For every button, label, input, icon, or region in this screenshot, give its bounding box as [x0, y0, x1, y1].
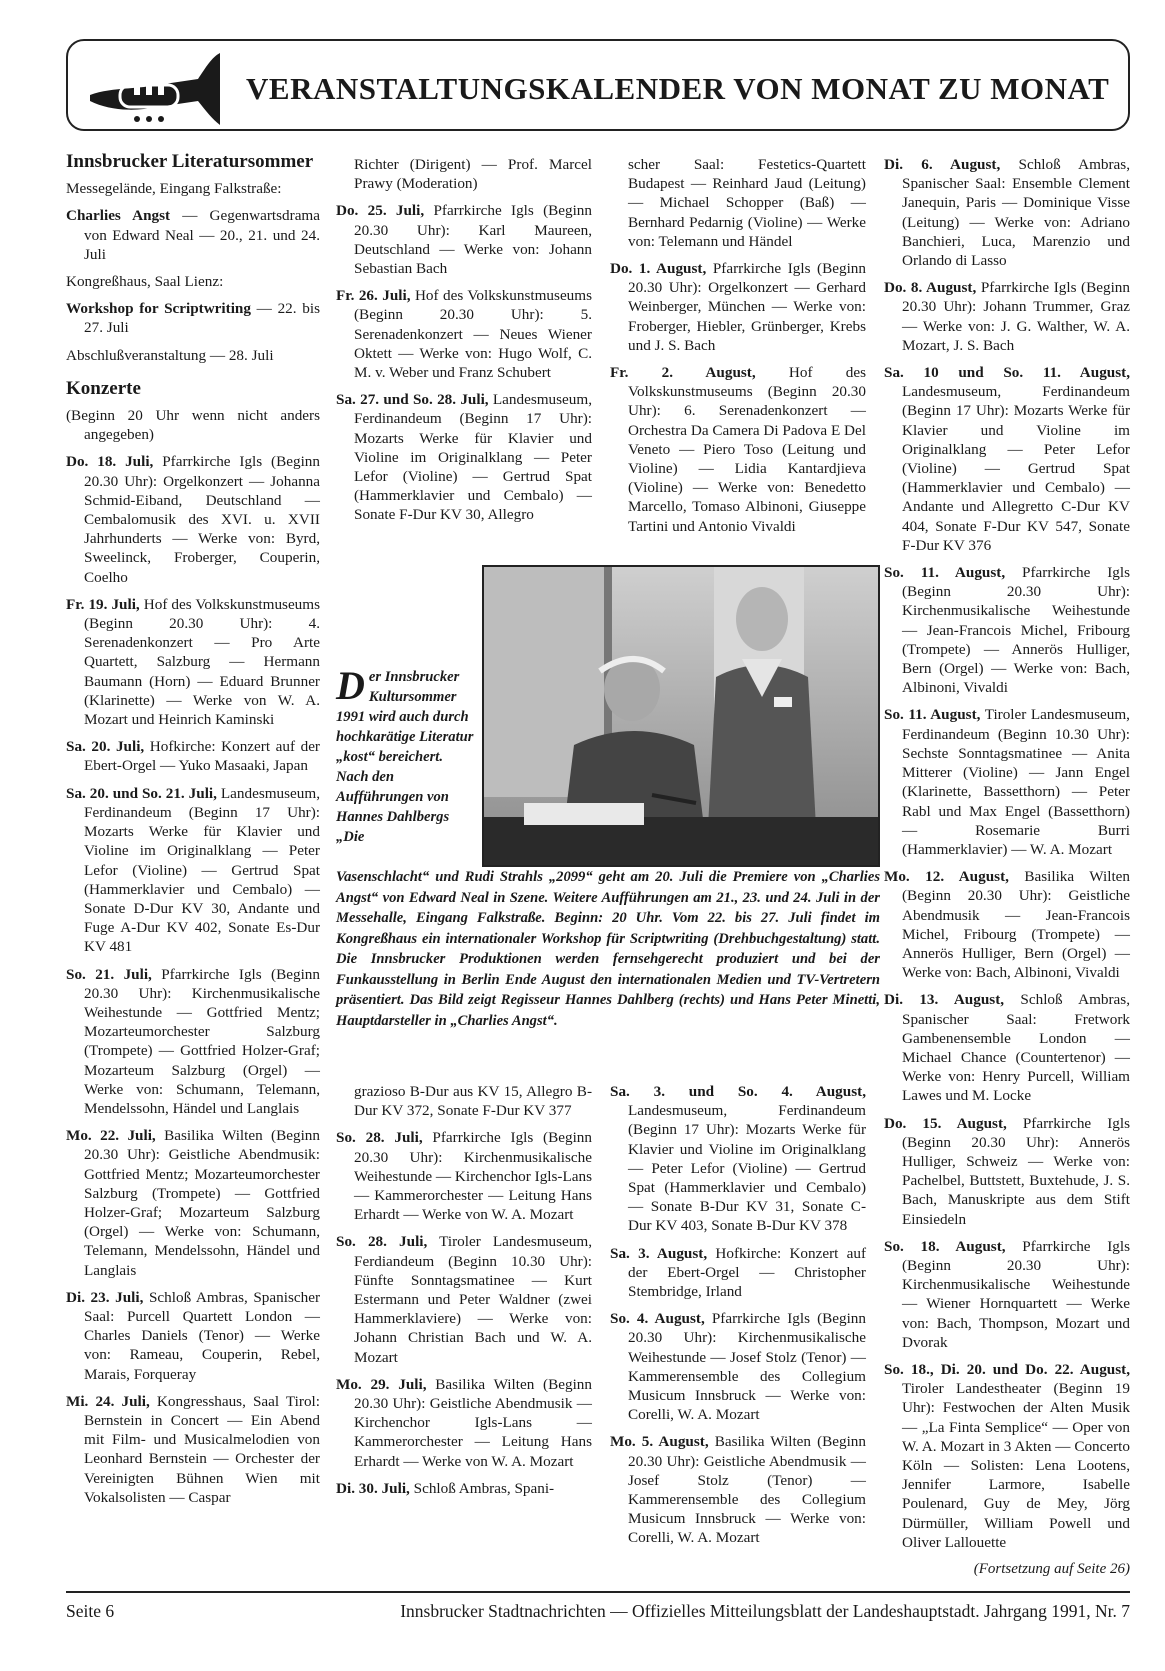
brass-instrument-icon [86, 49, 224, 129]
event-entry: Do. 15. August, Pfarrkirche Igls (Beginn 20.30 Uhr): Annerös Hulliger, Schweiz — Werke von: Pachelbel, Buttstett, Buxtehude, J. S. Bach, Manuskripte aus dem Stift Einsiedeln [884, 1114, 1130, 1228]
photo-image [484, 567, 878, 865]
event-entry: So. 21. Juli, Pfarrkirche Igls (Beginn 20.30 Uhr): Kirchenmusikalische Weihestunde — Gottfried Mentz; Mozarteumorchester Salzburg (Trompete) — Gottfried Holzer-Graf; Mozarteum Salzburg (Orgel) — Werke von: Schumann, Telemann, Mendelssohn, Händel und Langlais [66, 965, 320, 1117]
event-entry: So. 11. August, Pfarrkirche Igls (Beginn 20.30 Uhr): Kirchenmusikalische Weihestunde — Jean-Francois Michel, Fribourg (Trompete) — Annerös Hulliger, Bern (Orgel) — Werke von: Bach, Albinoni, Vivaldi [884, 564, 1130, 697]
page-title: VERANSTALTUNGSKALENDER VON MONAT ZU MONAT [246, 71, 1110, 106]
event-entry: Mi. 24. Juli, Kongresshaus, Saal Tirol: Bernstein in Concert — Ein Abend mit Film- und Musicalmelodien von Leonhard Bernstein — Orchester der Vereinigten Bühnen Wien mit Vokalsolisten — Caspar [66, 1392, 320, 1506]
column-5 [336, 1082, 592, 1506]
column-2 [336, 155, 592, 533]
publication-line: Innsbrucker Stadtnachrichten — Offizielles Mitteilungsblatt der Landeshauptstadt. Jahrgang 1991, Nr. 7 [400, 1601, 1130, 1621]
column-6 [610, 1082, 866, 1556]
event-entry: Mo. 29. Juli, Basilika Wilten (Beginn 20.30 Uhr): Geistliche Abendmusik — Kirchenchor Igls-Lans — Kammerorchester — Leitung Hans Erhardt — Werke von W. A. Mozart [336, 1375, 592, 1470]
event-entry: Sa. 10 und So. 11. August, Landesmuseum, Ferdinandeum (Beginn 17 Uhr): Mozarts Werke für Klavier und Violine im Originalklang — Peter Lefor (Violine) — Gertrud Spat (Hammerklavier und Cembalo) — Andante und Allegretto C-Dur KV 404, Sonate F-Dur KV 547, Sonate F-Dur KV 376 [884, 364, 1130, 554]
event-entry: Sa. 3. August, Hofkirche: Konzert auf der Ebert-Orgel — Christopher Stembridge, Irland [610, 1244, 867, 1301]
event-entry: Di. 30. Juli, Schloß Ambras, Spani- [336, 1479, 555, 1497]
event-continuation: scher Saal: Festetics-Quartett Budapest — Reinhard Jaud (Leitung) — Michael Schopper (Baß) — Bernhard Pedarnig (Violine) — Werke von: Telemann und Händel [628, 156, 866, 250]
column-1 [66, 152, 320, 1515]
event-entry: Fr. 26. Juli, Hof des Volkskunstmuseums (Beginn 20.30 Uhr): 5. Serenadenkonzert — Neues Wiener Oktett — Werke von: Hugo Wolf, C. M. v. Weber und Franz Schubert [336, 287, 592, 382]
event-entry: Di. 13. August, Schloß Ambras, Spanischer Saal: Fretwork Gambenensemble London — Michael Chance (Countertenor) — Werke von: Henry Purcell, William Lawes und M. Locke [884, 991, 1130, 1105]
continuation-note: (Fortsetzung auf Seite 26) [973, 1561, 1130, 1578]
event-entry: Do. 8. August, Pfarrkirche Igls (Beginn 20.30 Uhr): Johann Trummer, Graz — Werke von: J. G. Walther, W. A. Mozart, J. S. Bach [884, 279, 1130, 354]
event-entry: Mo. 22. Juli, Basilika Wilten (Beginn 20.30 Uhr): Geistliche Abendmusik: Gottfried Mentz; Mozarteumorchester Salzburg (Trompete) — Gottfried Holzer-Graf; Mozarteum Salzburg (Orgel) — Werke von: Schumann, Telemann, Mendelssohn, Händel und Langlais [66, 1127, 320, 1279]
column-3 [610, 155, 866, 544]
event-entry: Di. 23. Juli, Schloß Ambras, Spanischer Saal: Purcell Quartett London — Charles Daniels (Tenor) — Werke von: Rameau, Couperin, Rebel, Marais, Forqueray [66, 1288, 320, 1383]
photo-caption-part-2: Vasenschlacht“ und Rudi Strahls „2099“ geht am 20. Juli die Premiere von „Charlies Angst“ von Edward Neal in Szene. Weitere Aufführungen am 21., 23. und 24. Juli in der Messehalle, Eingang Falkstraße. Beginn: 20 Uhr. Vom 22. bis 27. Juli findet im Kongreßhaus ein internationaler Workshop für Scriptwriting (Drehbuchgestaltung) statt. Die Innsbrucker Produktionen werden fernsehgerecht produziert und bei der Funkausstellung in Berlin Ende August den internationalen Medien und TV-Vertretern präsentiert. Das Bild zeigt Regisseur Hannes Dahlberg (rechts) und Hans Peter Minetti, Hauptdarsteller in „Charlies Angst“. [336, 869, 880, 1029]
event-entry: Sa. 20. Juli, Hofkirche: Konzert auf der Ebert-Orgel — Yuko Masaaki, Japan [66, 738, 320, 775]
event-continuation: Richter (Dirigent) — Prof. Marcel Prawy (Moderation) [354, 156, 592, 193]
event-entry: Sa. 27. und So. 28. Juli, Landesmuseum, Ferdinandeum (Beginn 17 Uhr): Mozarts Werke für Klavier und Violine im Originalklang — Peter Lefor (Violine) — Gertrud Spat (Hammerklavier und Cembalo) — Sonate F-Dur KV 30, Allegro [336, 391, 592, 524]
photo-dahlberg-minetti [482, 565, 880, 867]
section-heading-konzerte: Konzerte [66, 377, 141, 399]
event-entry: So. 11. August, Tiroler Landesmuseum, Ferdinandeum (Beginn 10.30 Uhr): Sechste Sonntagsmatinee — Anita Mitterer (Violine) — Jann Engel (Klarinette, Bassetthorn) — Peter Rabl und Max Engel (Bassetthorn) — Rosemarie Burri (Hammerklavier) — W. A. Mozart [884, 706, 1130, 858]
event-entry: Do. 25. Juli, Pfarrkirche Igls (Beginn 20.30 Uhr): Karl Maureen, Deutschland — Werke von: Johann Sebastian Bach [336, 202, 592, 278]
event-entry: Do. 18. Juli, Pfarrkirche Igls (Beginn 20.30 Uhr): Orgelkonzert — Johanna Schmid-Eiband, Deutschland — Cembalomusik des XVI. u. XVII Jahrhunderts — Werke von: Byrd, Sweelinck, Froberger, Couperin, Coelho [66, 453, 320, 586]
event-entry: So. 4. August, Pfarrkirche Igls (Beginn 20.30 Uhr): Kirchenmusikalische Weihestunde — Josef Stolz (Tenor) — Kammerensemble des Collegium Musicum Innsbruck — Werke von: Corelli, W. A. Mozart [610, 1310, 866, 1424]
event-entry: Do. 1. August, Pfarrkirche Igls (Beginn 20.30 Uhr): Orgelkonzert — Gerhard Weinberger, München — Werke von: Froberger, Hiebler, Grünberger, Krebs und J. S. Bach [610, 260, 866, 354]
event-entry: Fr. 19. Juli, Hof des Volkskunstmuseums (Beginn 20.30 Uhr): 4. Serenadenkonzert — Pro Arte Quartett, Salzburg — Hermann Baumann (Horn) — Eduard Brunner (Klarinette) — Werke von W. A. Mozart und Heinrich Kaminski [66, 595, 321, 729]
event-continuation: grazioso B-Dur aus KV 15, Allegro B-Dur KV 372, Sonate F-Dur KV 377 [354, 1083, 592, 1120]
event-entry: Sa. 20. und So. 21. Juli, Landesmuseum, Ferdinandeum (Beginn 17 Uhr): Mozarts Werke für Klavier und Violine im Originalklang — Peter Lefor (Violine) — Gertrud Spat (Hammerklavier und Cembalo) — Sonate D-Dur KV 30, Andante und Fuge A-Dur KV 402, Sonate Es-Dur KV 481 [66, 784, 320, 956]
event-entry: So. 18., Di. 20. und Do. 22. August, Tiroler Landestheater (Beginn 19 Uhr): Festwochen der Alten Musik — „La Finta Semplice“ — Oper von W. A. Mozart in 3 Akten — Concerto Köln — Solisten: Lena Lootens, Jennifer Larmore, Isabelle Poulenard, Guy de Mey, Jörg Dürmüller, William Powell und Oliver Lallouette [884, 1360, 1130, 1551]
event-entry: Abschlußveranstaltung — 28. Juli [66, 346, 274, 364]
event-entry: So. 28. Juli, Tiroler Landesmuseum, Ferdiandeum (Beginn 10.30 Uhr): Fünfte Sonntagsmatinee — Kurt Estermann und Peter Waldner (zwei Hammerklaviere) — Werke von: Johann Christian Bach und W. A. Mozart [336, 1233, 592, 1366]
event-entry: Mo. 12. August, Basilika Wilten (Beginn 20.30 Uhr): Geistliche Abendmusik — Jean-Francois Michel, Fribourg (Trompete) — Annerös Hulliger, Bern (Orgel) — Werke von: Bach, Albinoni, Vivaldi [884, 868, 1130, 982]
drop-cap: D [336, 663, 365, 708]
event-entry: Di. 6. August, Schloß Ambras, Spanischer Saal: Ensemble Clement Janequin, Paris — Dominique Visse (Leitung) — Werke von: Adriano Banchieri, Luca, Marenzio und Orlando di Lasso [884, 156, 1130, 270]
section-heading-literatursommer: Innsbrucker Literatursommer [66, 151, 314, 172]
event-entry: Charlies Angst — Gegenwartsdrama von Edward Neal — 20., 21. und 24. Juli [66, 207, 320, 263]
event-entry: Sa. 3. und So. 4. August, Landesmuseum, Ferdinandeum (Beginn 17 Uhr): Mozarts Werke für Klavier und Violine im Originalklang — Peter Lefor (Violine) — Gertrud Spat (Hammerklavier und Cembalo) — Sonate B-Dur KV 31, Sonate C-Dur KV 403, Sonate B-Dur KV 378 [610, 1083, 866, 1235]
event-entry: So. 18. August, Pfarrkirche Igls (Beginn 20.30 Uhr): Kirchenmusikalische Weihestunde — Wiener Hornquartett — Werke von: Bach, Thompson, Mozart und Dvorak [884, 1237, 1131, 1351]
venue-text: Messegelände, Eingang Falkstraße: [66, 180, 282, 198]
column-4 [884, 155, 1130, 1579]
note-text: (Beginn 20 Uhr wenn nicht anders angegeben) [66, 407, 320, 444]
photo-caption-part-1: Der Innsbrucker Kultursommer 1991 wird auch durch hochkarätige Literatur „kost“ bereichert. Nach den Aufführungen von Hannes Dahlbergs „Die [336, 663, 474, 845]
page-header [66, 39, 1130, 131]
event-entry: So. 28. Juli, Pfarrkirche Igls (Beginn 20.30 Uhr): Kirchenmusikalische Weihestunde — Kirchenchor Igls-Lans — Kammerorchester — Leitung Hans Erhardt — Werke von W. A. Mozart [336, 1129, 592, 1224]
event-entry: Fr. 2. August, Hof des Volkskunstmuseums (Beginn 20.30 Uhr): 6. Serenadenkonzert — Orchestra Da Camera Di Padova E Del Veneto — Piero Toso (Leitung und Violine) — Lidia Kantardjieva (Violine) — Werke von: Benedetto Marcello, Tomaso Albinoni, Giuseppe Tartini und Antonio Vivaldi [610, 364, 866, 535]
event-entry: Workshop for Scriptwriting — 22. bis 27. Juli [66, 300, 320, 337]
page-footer [66, 1591, 1130, 1621]
page-number: Seite 6 [66, 1601, 115, 1621]
event-entry: Mo. 5. August, Basilika Wilten (Beginn 20.30 Uhr): Geistliche Abendmusik — Josef Stolz (Tenor) — Kammerensemble des Collegium Musicum Innsbruck — Werke von: Corelli, W. A. Mozart [610, 1433, 866, 1547]
venue-text: Kongreßhaus, Saal Lienz: [66, 273, 224, 291]
